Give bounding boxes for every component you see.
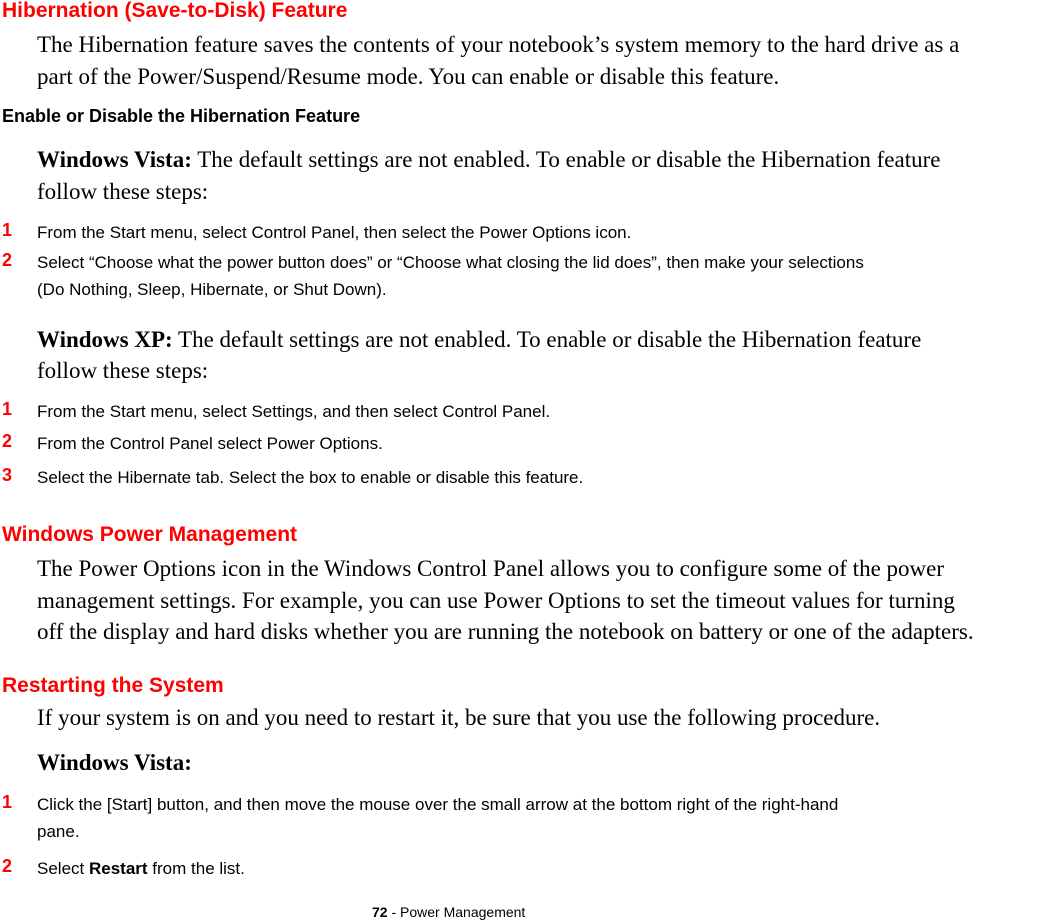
step-text-continued: (Do Nothing, Sleep, Hibernate, or Shut Down). bbox=[37, 280, 387, 299]
hibernation-intro-line-1: The Hibernation feature saves the contents of your notebook’s system memory to the hard drive as a bbox=[37, 32, 960, 57]
vista-paragraph-line-1: Windows Vista: The default settings are not enabled. To enable or disable the Hibernation feature bbox=[37, 147, 941, 172]
step-number: 2 bbox=[2, 250, 13, 270]
power-management-line-1: The Power Options icon in the Windows Control Panel allows you to configure some of the power bbox=[37, 556, 945, 581]
heading-hibernation: Hibernation (Save-to-Disk) Feature bbox=[2, 0, 348, 22]
step-text-continued: pane. bbox=[37, 822, 80, 841]
step-number: 3 bbox=[2, 465, 13, 485]
restart-keyword: Restart bbox=[88, 859, 148, 878]
step-text: Select Restart from the list. bbox=[37, 859, 245, 878]
step-number: 1 bbox=[2, 220, 13, 240]
vista-paragraph-line-2: follow these steps: bbox=[37, 179, 209, 204]
hibernation-intro-line-2: part of the Power/Suspend/Resume mode. You can enable or disable this feature. bbox=[37, 64, 780, 89]
step-number: 1 bbox=[2, 792, 13, 812]
power-management-line-3: off the display and hard disks whether you are running the notebook on battery or one of the adapters. bbox=[37, 619, 974, 644]
subheading-enable-disable: Enable or Disable the Hibernation Feature bbox=[2, 106, 361, 126]
step-text: Select the Hibernate tab. Select the box to enable or disable this feature. bbox=[37, 468, 584, 487]
step-number: 2 bbox=[2, 431, 13, 451]
step-text: From the Start menu, select Control Panel, then select the Power Options icon. bbox=[37, 223, 632, 242]
step-number: 1 bbox=[2, 399, 13, 419]
xp-label: Windows XP: bbox=[37, 327, 173, 352]
power-management-line-2: management settings. For example, you can use Power Options to set the timeout values for turning bbox=[37, 588, 955, 613]
step-text: Select “Choose what the power button does” or “Choose what closing the lid does”, then make your selections bbox=[37, 253, 864, 272]
xp-paragraph-line-2: follow these steps: bbox=[37, 358, 209, 383]
restarting-vista-label: Windows Vista: bbox=[37, 750, 192, 775]
vista-label: Windows Vista: bbox=[37, 147, 192, 172]
page-number: 72 bbox=[372, 904, 388, 920]
heading-restarting: Restarting the System bbox=[2, 674, 224, 697]
step-text: From the Control Panel select Power Options. bbox=[37, 434, 383, 453]
xp-paragraph-line-1: Windows XP: The default settings are not enabled. To enable or disable the Hibernation feature bbox=[37, 327, 922, 352]
restarting-intro: If your system is on and you need to restart it, be sure that you use the following procedure. bbox=[37, 705, 881, 730]
heading-power-management: Windows Power Management bbox=[2, 523, 298, 546]
chapter-name: Power Management bbox=[400, 904, 526, 920]
step-number: 2 bbox=[2, 856, 13, 876]
page-footer: 72 - Power Management bbox=[372, 904, 526, 920]
step-text: From the Start menu, select Settings, and then select Control Panel. bbox=[37, 402, 551, 421]
step-text: Click the [Start] button, and then move the mouse over the small arrow at the bottom right of the right-hand bbox=[37, 795, 839, 814]
